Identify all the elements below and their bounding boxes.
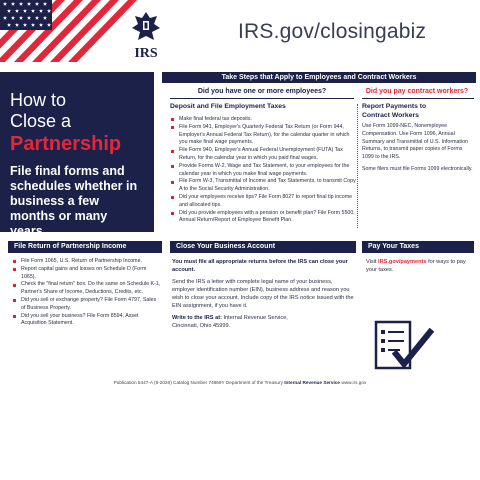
partnership-section [12,258,162,328]
list-item: Did you sell your business? File Form 8594, Asset Acquisition Statement. [12,313,162,329]
american-flag-banner [0,0,140,62]
close-account-section [172,258,356,330]
footer [0,380,480,385]
agency-name: Internal Revenue Service [284,380,341,385]
contract-title-line2: Contract Workers [362,112,419,119]
employees-question: Did you have one or more employees? [197,88,327,95]
hero-title-line3: Partnership [10,133,122,155]
hero-title-line2: Close a [10,111,72,131]
steps-banner: Take Steps that Apply to Employees and Contract Workers [162,72,476,83]
hero-title-line1: How to [10,90,67,110]
irs-address [172,314,356,330]
pay-prefix: Visit [366,259,377,265]
footer-site[interactable]: www.irs.gov [341,380,367,385]
hero-panel [0,72,154,238]
list-item: Did your employees receive tips? File Form 8027 to report final tip income and allocated tips. [170,194,356,210]
checklist-document-icon [370,320,438,376]
close-account-bar: Close Your Business Account [170,241,356,253]
contract-section [362,103,474,174]
divider-left [170,98,354,99]
list-item: Did you provide employees with a pension or benefit plan? File Form 5500, Annual Return/Report of Employee Benefit Plan. [170,210,356,226]
publication-info: Publication 5447-A (8-2020) Catalog Number 74869Y Department of the Treasury [113,380,283,385]
pay-suffix: for ways to pay your taxes. [366,259,466,273]
header [0,0,480,66]
list-item: Provide Forms W-2, Wage and Tax Statement, to your employees for the calendar year in which you make final wage payments. [170,163,356,179]
site-url[interactable]: IRS.gov/closingabiz [238,20,427,43]
pay-taxes-bar: Pay Your Taxes [362,241,474,253]
address-line1: Internal Revenue Service, [223,315,288,321]
pay-taxes-text [366,258,474,274]
irs-eagle-logo [130,10,162,60]
write-to-label: Write to the IRS at: [172,315,222,321]
contract-title-line1: Report Payments to [362,103,427,110]
pay-taxes-section [366,258,474,274]
list-item: File Form 940, Employer's Annual Federal Unemployment (FUTA) Tax Return, for the calendar year in which you paid final wages. [170,147,356,163]
dotted-divider [357,104,358,228]
divider-right [362,98,474,99]
list-item: Did you sell or exchange property? File Form 4797, Sales of Business Property. [12,297,162,313]
hero-subtitle: File final forms and schedules whether in business a few months or many years. [10,164,138,238]
partnership-bar: File Return of Partnership Income [8,241,162,253]
contract-paragraph-2: Some filers must file Forms 1099 electronically. [362,165,473,172]
list-item: File Form W-3, Transmittal of Income and Tax Statements, to transmit Copy A to the Social Security Administration. [170,178,356,194]
close-account-warning: You must file all appropriate returns before the IRS can close your account. [172,259,348,273]
contract-paragraph-1: Use Form 1099-NEC, Nonemployee Compensation. Use Form 1096, Annual Summary and Transmittal of U.S. Information Returns, to transmit paper copies of Forms 1099 to the IRS. [362,123,468,161]
payments-link[interactable]: IRS.gov/payments [378,259,427,265]
irs-logo-text: IRS [134,46,158,60]
list-item: Check the "final return" box. Do the same on Schedule K-1, Partner's Share of Income, Deductions, Credits, etc. [12,281,162,297]
deposit-section [170,103,356,225]
list-item: File Form 941, Employer's Quarterly Federal Tax Return (or Form 944, Employer's Annual Federal Tax Return), for the calendar quarter in which you make final wage payments. [170,124,356,147]
deposit-title: Deposit and File Employment Taxes [170,103,286,110]
list-item: Make final federal tax deposits. [170,116,356,124]
address-line2: Cincinnati, Ohio 45999. [172,323,231,329]
list-item: File Form 1065, U.S. Return of Partnership Income. [12,258,162,266]
partnership-list [12,258,162,328]
deposit-list [170,116,356,225]
close-account-instructions: Send the IRS a letter with complete legal name of your business, employer identification number (EIN), business address and reason you wish to close your account. Include copy of the IRS notice issued with the EIN assignment, if you have it. [172,279,354,309]
contract-workers-question: Did you pay contract workers? [365,88,469,95]
list-item: Report capital gains and losses on Schedule D (Form 1065). [12,266,162,282]
